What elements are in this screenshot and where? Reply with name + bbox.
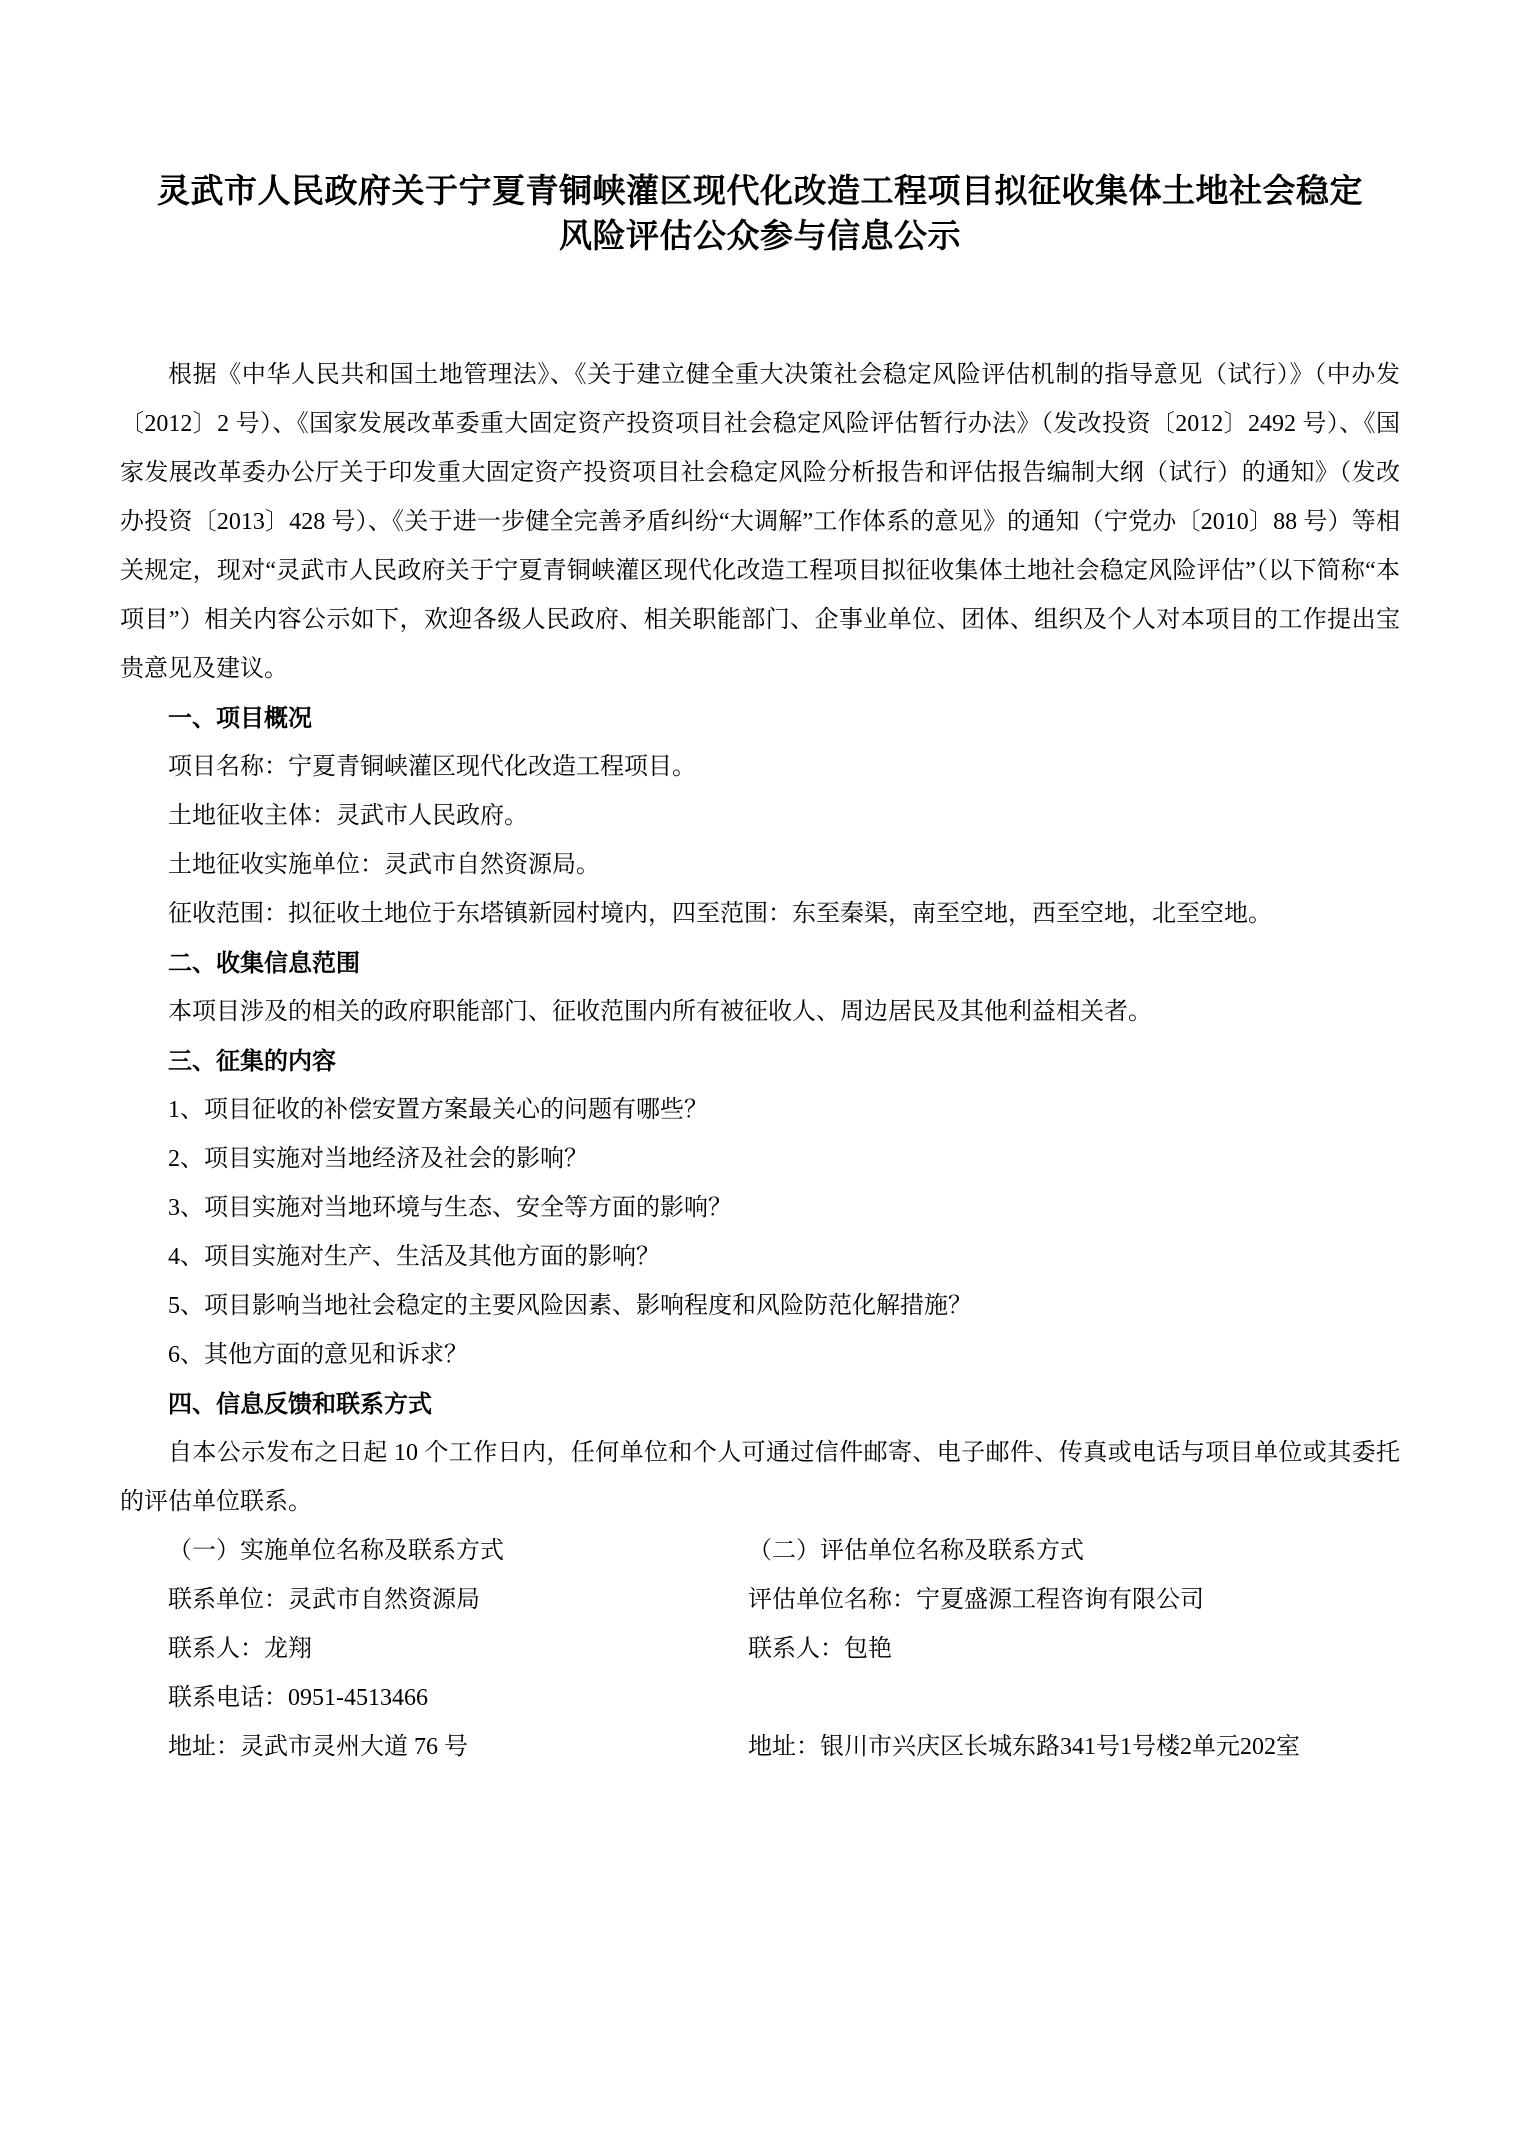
document-title: [110, 168, 1410, 258]
implementing-unit-line: 土地征收实施单位：灵武市自然资源局。: [168, 852, 600, 878]
acquisition-scope-line: 征收范围：拟征收土地位于东塔镇新园村境内，四至范围：东至秦渠，南至空地，西至空地，北至空地。: [168, 901, 1272, 927]
contact-person-right: 联系人：包艳: [748, 1636, 892, 1662]
implementing-unit-contact-header: （一）实施单位名称及联系方式: [168, 1538, 504, 1564]
contact-person-row: [120, 1625, 1400, 1674]
contact-address-left: 地址：灵武市灵州大道 76 号: [168, 1734, 468, 1760]
contact-address-right: 地址：银川市兴庆区长城东路341号1号楼2单元202室: [748, 1734, 1300, 1760]
contact-phone-row: [120, 1674, 1400, 1723]
contact-person-left: 联系人：龙翔: [168, 1636, 312, 1662]
question-item-5: 5、项目影响当地社会稳定的主要风险因素、影响程度和风险防范化解措施？: [168, 1293, 972, 1319]
question-item-2: 2、项目实施对当地经济及社会的影响？: [168, 1146, 588, 1172]
project-name-line: 项目名称：宁夏青铜峡灌区现代化改造工程项目。: [168, 754, 696, 780]
question-item-6: 6、其他方面的意见和诉求？: [168, 1342, 468, 1368]
contact-unit-left: 联系单位：灵武市自然资源局: [168, 1587, 480, 1613]
info-scope-line: 本项目涉及的相关的政府职能部门、征收范围内所有被征收人、周边居民及其他利益相关者。: [168, 999, 1152, 1025]
title-line-2: 风险评估公众参与信息公示: [559, 217, 961, 254]
document-body: [120, 351, 1400, 1772]
contact-phone-left: 联系电话：0951-4513466: [168, 1685, 428, 1711]
section-3-heading: 三、征集的内容: [168, 1048, 336, 1075]
section-1-heading: 一、项目概况: [168, 705, 312, 732]
section-4-heading: 四、信息反馈和联系方式: [168, 1391, 432, 1418]
land-acquisition-subject-line: 土地征收主体：灵武市人民政府。: [168, 803, 528, 829]
intro-paragraph: 根据《中华人民共和国土地管理法》、《关于建立健全重大决策社会稳定风险评估机制的指导意见（试行）》（中办发〔2012〕2 号）、《国家发展改革委重大固定资产投资项目社会稳定风险评估暂行办法》（发改投资〔2012〕2492 号）、《国家发展改革委办公厅关于印发重大固定资产投资项目社会稳定风险分析报告和评估报告编制大纲（试行）的通知》（发改办投资〔2013〕428 号）、《关于进一步健全完善矛盾纠纷“大调解”工作体系的意见》的通知（宁党办〔2010〕88 号）等相关规定，现对“灵武市人民政府关于宁夏青铜峡灌区现代化改造工程项目拟征收集体土地社会稳定风险评估”（以下简称“本项目”）相关内容公示如下，欢迎各级人民政府、相关职能部门、企事业单位、团体、组织及个人对本项目的工作提出宝贵意见及建议。: [120, 362, 1400, 682]
question-item-4: 4、项目实施对生产、生活及其他方面的影响？: [168, 1244, 660, 1270]
feedback-instructions-paragraph: 自本公示发布之日起 10 个工作日内，任何单位和个人可通过信件邮寄、电子邮件、传真或电话与项目单位或其委托的评估单位联系。: [120, 1440, 1400, 1515]
title-line-1: 灵武市人民政府关于宁夏青铜峡灌区现代化改造工程项目拟征收集体土地社会稳定: [157, 172, 1363, 209]
contact-unit-row: [120, 1576, 1400, 1625]
assessment-unit-name: 评估单位名称：宁夏盛源工程咨询有限公司: [748, 1587, 1204, 1613]
question-item-3: 3、项目实施对当地环境与生态、安全等方面的影响？: [168, 1195, 732, 1221]
contact-address-row: [120, 1723, 1400, 1772]
section-2-heading: 二、收集信息范围: [168, 950, 360, 977]
assessment-unit-contact-header: （二）评估单位名称及联系方式: [748, 1538, 1084, 1564]
question-item-1: 1、项目征收的补偿安置方案最关心的问题有哪些？: [168, 1097, 708, 1123]
contact-headers-row: [120, 1527, 1400, 1576]
